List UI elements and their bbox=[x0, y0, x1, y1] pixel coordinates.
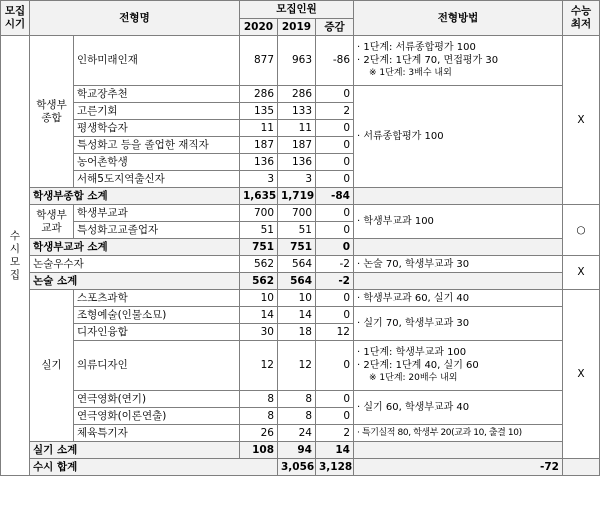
method-athlete: · 특기실적 80, 학생부 20(교과 10, 출결 10) bbox=[354, 425, 563, 442]
subtotal-row bbox=[1, 442, 600, 459]
value-2020: 51 bbox=[240, 222, 278, 239]
row-name: 평생학습자 bbox=[74, 120, 240, 137]
subtotal-label: 실기 소계 bbox=[30, 442, 240, 459]
value-change: 0 bbox=[316, 86, 354, 103]
value-2019: 8 bbox=[278, 391, 316, 408]
header-admission-name: 전형명 bbox=[30, 1, 240, 36]
value-change: 0 bbox=[316, 171, 354, 188]
table-row bbox=[1, 290, 600, 307]
value-2019: 564 bbox=[278, 256, 316, 273]
value-change: 14 bbox=[316, 442, 354, 459]
value-2019: 1,719 bbox=[278, 188, 316, 205]
row-name: 학생부교과 bbox=[74, 205, 240, 222]
value-2020: 8 bbox=[240, 408, 278, 425]
value-2020: 751 bbox=[240, 239, 278, 256]
method-empty bbox=[354, 188, 563, 205]
value-2019: 3,128 bbox=[316, 459, 354, 476]
row-name: 학교장추천 bbox=[74, 86, 240, 103]
value-change: -72 bbox=[354, 459, 563, 476]
value-2019: 136 bbox=[278, 154, 316, 171]
value-2019: 24 bbox=[278, 425, 316, 442]
value-2019: 8 bbox=[278, 408, 316, 425]
value-change: 0 bbox=[316, 341, 354, 391]
csat-nonsul: X bbox=[563, 256, 600, 290]
subtotal-label: 학생부종합 소계 bbox=[30, 188, 240, 205]
value-2019: 187 bbox=[278, 137, 316, 154]
method-empty bbox=[563, 459, 600, 476]
value-2020: 187 bbox=[240, 137, 278, 154]
value-2020: 286 bbox=[240, 86, 278, 103]
value-2020: 700 bbox=[240, 205, 278, 222]
category-silgi: 실기 bbox=[30, 290, 74, 442]
header-period: 모집 시기 bbox=[1, 1, 30, 36]
subtotal-row bbox=[1, 273, 600, 290]
value-change: -2 bbox=[316, 256, 354, 273]
value-2019: 11 bbox=[278, 120, 316, 137]
value-2019: 12 bbox=[278, 341, 316, 391]
table-row bbox=[1, 86, 600, 103]
row-name: 조형예술(인물소묘) bbox=[74, 307, 240, 324]
value-2020: 136 bbox=[240, 154, 278, 171]
value-2020: 30 bbox=[240, 324, 278, 341]
value-2020: 1,635 bbox=[240, 188, 278, 205]
csat-silgi: X bbox=[563, 290, 600, 459]
value-change: 2 bbox=[316, 103, 354, 120]
header-2020: 2020 bbox=[240, 19, 278, 36]
value-2019: 133 bbox=[278, 103, 316, 120]
table-row bbox=[1, 205, 600, 222]
subtotal-row bbox=[1, 239, 600, 256]
row-name: 논술우수자 bbox=[30, 256, 240, 273]
method-empty bbox=[354, 239, 563, 256]
value-2020: 877 bbox=[240, 36, 278, 86]
value-change: 2 bbox=[316, 425, 354, 442]
value-2020: 8 bbox=[240, 391, 278, 408]
value-change: 0 bbox=[316, 222, 354, 239]
value-2019: 3 bbox=[278, 171, 316, 188]
table-row bbox=[1, 341, 600, 391]
method-film: · 실기 60, 학생부교과 40 bbox=[354, 391, 563, 425]
category-hakgyo: 학생부 교과 bbox=[30, 205, 74, 239]
value-change: 0 bbox=[316, 391, 354, 408]
subtotal-label: 학생부교과 소계 bbox=[30, 239, 240, 256]
table-row bbox=[1, 391, 600, 408]
row-name: 연극영화(연기) bbox=[74, 391, 240, 408]
value-change: 12 bbox=[316, 324, 354, 341]
method-empty bbox=[354, 273, 563, 290]
value-change: 0 bbox=[316, 205, 354, 222]
value-2019: 14 bbox=[278, 307, 316, 324]
method-gyo100: · 학생부교과 100 bbox=[354, 205, 563, 239]
table-header-row bbox=[1, 1, 600, 19]
value-2020: 135 bbox=[240, 103, 278, 120]
table-row bbox=[1, 36, 600, 86]
value-2020: 26 bbox=[240, 425, 278, 442]
value-2020: 11 bbox=[240, 120, 278, 137]
value-change: 0 bbox=[316, 239, 354, 256]
period-label: 수 시 모 집 bbox=[1, 36, 30, 476]
value-2019: 51 bbox=[278, 222, 316, 239]
value-2020: 562 bbox=[240, 256, 278, 273]
value-2019: 18 bbox=[278, 324, 316, 341]
header-quota: 모집인원 bbox=[240, 1, 354, 19]
method-doc100: · 서류종합평가 100 bbox=[354, 86, 563, 188]
row-name: 특성화고교졸업자 bbox=[74, 222, 240, 239]
header-csat: 수능 최저 bbox=[563, 1, 600, 36]
row-name: 연극영화(이론연출) bbox=[74, 408, 240, 425]
value-2020: 108 bbox=[240, 442, 278, 459]
total-row bbox=[1, 459, 600, 476]
row-name: 디자인융합 bbox=[74, 324, 240, 341]
value-2019: 700 bbox=[278, 205, 316, 222]
value-change: 0 bbox=[316, 307, 354, 324]
value-2019: 564 bbox=[278, 273, 316, 290]
value-2020: 12 bbox=[240, 341, 278, 391]
table-row bbox=[1, 307, 600, 324]
value-change: -86 bbox=[316, 36, 354, 86]
method-empty bbox=[354, 442, 563, 459]
row-name: 의류디자인 bbox=[74, 341, 240, 391]
header-2019: 2019 bbox=[278, 19, 316, 36]
row-name: 스포츠과학 bbox=[74, 290, 240, 307]
table-row bbox=[1, 425, 600, 442]
method-nonsul: · 논술 70, 학생부교과 30 bbox=[354, 256, 563, 273]
value-2019: 751 bbox=[278, 239, 316, 256]
value-change: 0 bbox=[316, 137, 354, 154]
header-change: 증감 bbox=[316, 19, 354, 36]
value-2019: 963 bbox=[278, 36, 316, 86]
total-label: 수시 합계 bbox=[30, 459, 278, 476]
value-change: -2 bbox=[316, 273, 354, 290]
method-inha: · 1단계: 서류종합평가 100 · 2단계: 1단계 70, 면접평가 30 ※ 1단계: 3배수 내외 bbox=[354, 36, 563, 86]
method-sports: · 학생부교과 60, 실기 40 bbox=[354, 290, 563, 307]
value-2019: 10 bbox=[278, 290, 316, 307]
value-change: 0 bbox=[316, 408, 354, 425]
category-hakjong: 학생부 종합 bbox=[30, 36, 74, 188]
value-change: -84 bbox=[316, 188, 354, 205]
row-name: 고른기회 bbox=[74, 103, 240, 120]
value-2020: 14 bbox=[240, 307, 278, 324]
value-2020: 3 bbox=[240, 171, 278, 188]
method-fashion: · 1단계: 학생부교과 100 · 2단계: 1단계 40, 실기 60 ※ 1단계: 20배수 내외 bbox=[354, 341, 563, 391]
subtotal-row bbox=[1, 188, 600, 205]
value-2020: 562 bbox=[240, 273, 278, 290]
value-2019: 94 bbox=[278, 442, 316, 459]
row-name: 인하미래인재 bbox=[74, 36, 240, 86]
header-method: 전형방법 bbox=[354, 1, 563, 36]
csat-hakgyo: ○ bbox=[563, 205, 600, 256]
value-2019: 286 bbox=[278, 86, 316, 103]
method-art: · 실기 70, 학생부교과 30 bbox=[354, 307, 563, 341]
value-change: 0 bbox=[316, 154, 354, 171]
row-name: 농어촌학생 bbox=[74, 154, 240, 171]
value-change: 0 bbox=[316, 290, 354, 307]
value-change: 0 bbox=[316, 120, 354, 137]
row-name: 특성화고 등을 졸업한 재직자 bbox=[74, 137, 240, 154]
subtotal-label: 논술 소계 bbox=[30, 273, 240, 290]
value-2020: 10 bbox=[240, 290, 278, 307]
value-2020: 3,056 bbox=[278, 459, 316, 476]
row-name: 서해5도지역출신자 bbox=[74, 171, 240, 188]
row-name: 체육특기자 bbox=[74, 425, 240, 442]
table-row bbox=[1, 256, 600, 273]
csat-hakjong: X bbox=[563, 36, 600, 205]
